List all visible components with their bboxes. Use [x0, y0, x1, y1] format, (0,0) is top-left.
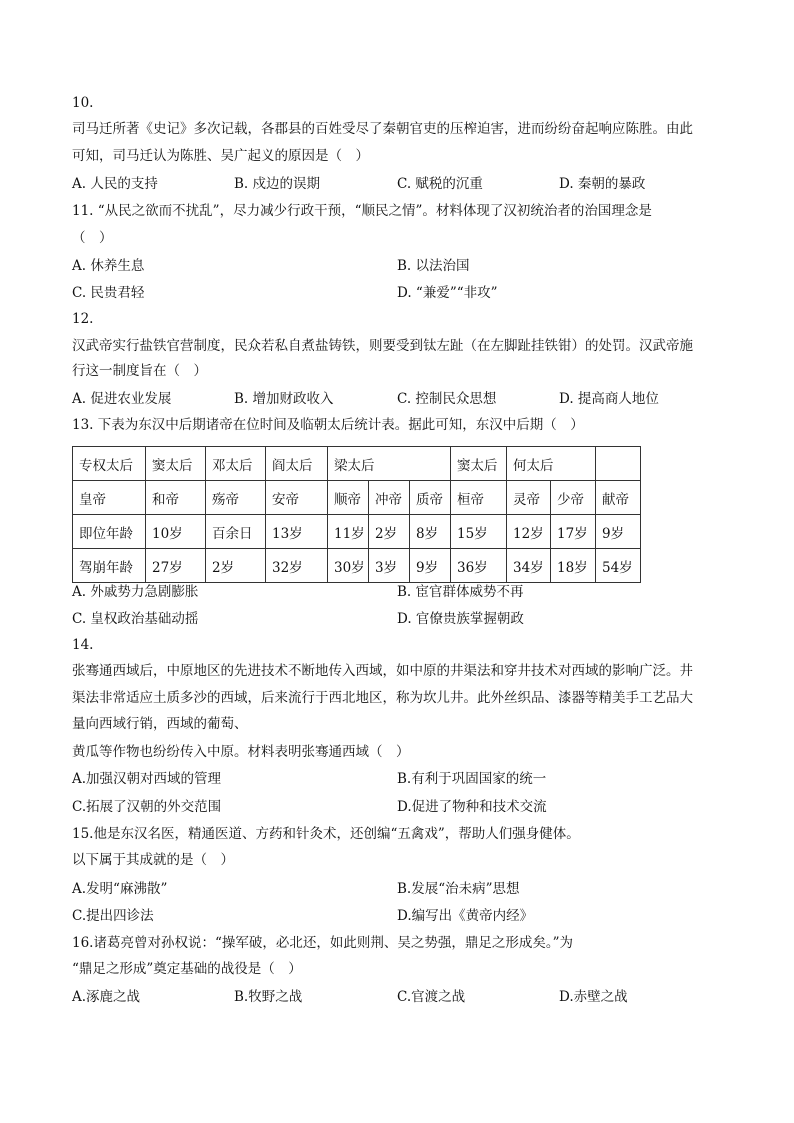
table-cell: [596, 447, 641, 481]
table-cell: 54岁: [596, 549, 641, 583]
q16-option-b: B.牧野之战: [234, 989, 303, 1005]
q10-stem-line2: 可知，司马迁认为陈胜、吴广起义的原因是（ ）: [72, 148, 369, 164]
q14-number: 14.: [72, 637, 94, 653]
q11-stem-line1: 11. “从民之欲而不扰乱”，尽力减少行政干预，“顺民之情”。材料体现了汉初统治者的治国理念是: [72, 203, 652, 219]
q10-option-d: D. 秦朝的暴政: [559, 176, 646, 192]
q13-option-a: A. 外戚势力急剧膨胀: [72, 584, 199, 600]
table-cell: 10岁: [146, 515, 206, 549]
q12-option-c: C. 控制民众思想: [397, 391, 497, 407]
q15-option-a: A.发明“麻沸散”: [72, 881, 168, 897]
table-cell: 阎太后: [266, 447, 328, 481]
table-row: [73, 481, 641, 515]
q16-stem-line1: 16.诸葛亮曾对孙权说：“操军破，必北还，如此则荆、吴之势强，鼎足之形成矣。”为: [72, 935, 574, 951]
q15-option-b: B.发展“治未病”思想: [397, 881, 520, 897]
q10-option-a: A. 人民的支持: [72, 176, 158, 192]
q16-option-c: C.官渡之战: [397, 989, 466, 1005]
table-cell: 2岁: [369, 515, 410, 549]
q15-stem-line1: 15.他是东汉名医，精通医道、方药和针灸术，还创编“五禽戏”，帮助人们强身健体。: [72, 826, 580, 842]
q16-stem-line2: “鼎足之形成”奠定基础的战役是（ ）: [72, 961, 302, 977]
q16-option-a: A.涿鹿之战: [72, 989, 141, 1005]
q11-option-c: C. 民贵君轻: [72, 285, 145, 301]
table-cell: 36岁: [451, 549, 507, 583]
q15-option-c: C.提出四诊法: [72, 908, 154, 924]
table-cell: 顺帝: [328, 481, 369, 515]
q14-stem-line2: 渠法非常适应土质多沙的西域，后来流行于西北地区，称为坎儿井。此外丝织品、漆器等精美手工艺品大: [72, 690, 693, 706]
q15-stem-line2: 以下属于其成就的是（ ）: [72, 852, 234, 868]
table-cell: 专权太后: [73, 447, 146, 481]
q12-option-a: A. 促进农业发展: [72, 391, 172, 407]
table-cell: 邓太后: [206, 447, 266, 481]
table-cell: 17岁: [551, 515, 596, 549]
q15-option-d: D.编写出《黄帝内经》: [397, 908, 534, 924]
table-cell: 殇帝: [206, 481, 266, 515]
q13-stem: 13. 下表为东汉中后期诸帝在位时间及临朝太后统计表。据此可知，东汉中后期（ ）: [72, 417, 584, 433]
table-cell: 驾崩年龄: [73, 549, 146, 583]
empress-dowager-table: [72, 446, 641, 583]
table-cell: 梁太后: [328, 447, 451, 481]
q12-option-d: D. 提高商人地位: [559, 391, 659, 407]
q10-stem-line1: 司马迁所著《史记》多次记载，各郡县的百姓受尽了秦朝官吏的压榨迫害，进而纷纷奋起响应陈胜。由此: [72, 121, 693, 137]
table-cell: 百余日: [206, 515, 266, 549]
q16-option-d: D.赤壁之战: [559, 989, 628, 1005]
q14-option-a: A.加强汉朝对西域的管理: [72, 771, 222, 787]
table-cell: 27岁: [146, 549, 206, 583]
q11-stem-line2: （ ）: [72, 230, 113, 246]
table-cell: 质帝: [410, 481, 451, 515]
table-cell: 少帝: [551, 481, 596, 515]
q12-stem-line2: 行这一制度旨在（ ）: [72, 363, 207, 379]
table-cell: 何太后: [507, 447, 596, 481]
table-cell: 冲帝: [369, 481, 410, 515]
table-cell: 12岁: [507, 515, 551, 549]
q11-option-b: B. 以法治国: [397, 258, 470, 274]
table-cell: 8岁: [410, 515, 451, 549]
q14-stem-line1: 张骞通西域后，中原地区的先进技术不断地传入西域，如中原的井渠法和穿井技术对西域的影响广泛。井: [72, 663, 693, 679]
q10-number: 10.: [72, 95, 94, 111]
table-cell: 9岁: [410, 549, 451, 583]
table-cell: 和帝: [146, 481, 206, 515]
table-cell: 桓帝: [451, 481, 507, 515]
q10-option-b: B. 戍边的误期: [234, 176, 321, 192]
table-cell: 13岁: [266, 515, 328, 549]
q12-option-b: B. 增加财政收入: [234, 391, 334, 407]
table-cell: 皇帝: [73, 481, 146, 515]
table-cell: 灵帝: [507, 481, 551, 515]
q13-option-d: D. 官僚贵族掌握朝政: [397, 611, 524, 627]
table-cell: 11岁: [328, 515, 369, 549]
table-cell: 18岁: [551, 549, 596, 583]
q14-stem-line4: 黄瓜等作物也纷纷传入中原。材料表明张骞通西域（ ）: [72, 744, 410, 760]
q12-stem-line1: 汉武帝实行盐铁官营制度，民众若私自煮盐铸铁，则要受到钛左趾（在左脚趾挂铁钳）的处罚。汉武帝施: [72, 338, 693, 354]
table-cell: 15岁: [451, 515, 507, 549]
q14-option-c: C.拓展了汉朝的外交范围: [72, 799, 222, 815]
table-cell: 3岁: [369, 549, 410, 583]
table-cell: 32岁: [266, 549, 328, 583]
q14-stem-line3: 量向西域行销，西域的葡萄、: [72, 716, 248, 732]
q14-option-d: D.促进了物种和技术交流: [397, 799, 547, 815]
table-row: [73, 447, 641, 481]
q11-option-d: D. “兼爱”“非攻”: [397, 285, 498, 301]
table-cell: 2岁: [206, 549, 266, 583]
q12-number: 12.: [72, 311, 94, 327]
table-cell: 窦太后: [451, 447, 507, 481]
q13-option-c: C. 皇权政治基础动摇: [72, 611, 199, 627]
table-cell: 34岁: [507, 549, 551, 583]
q14-option-b: B.有利于巩固国家的统一: [397, 771, 547, 787]
table-row: [73, 515, 641, 549]
table-cell: 30岁: [328, 549, 369, 583]
q11-option-a: A. 休养生息: [72, 258, 145, 274]
table-cell: 献帝: [596, 481, 641, 515]
table-row: [73, 549, 641, 583]
q10-option-c: C. 赋税的沉重: [397, 176, 483, 192]
table-cell: 安帝: [266, 481, 328, 515]
table-cell: 即位年龄: [73, 515, 146, 549]
table-cell: 窦太后: [146, 447, 206, 481]
q13-option-b: B. 宦官群体威势不再: [397, 584, 524, 600]
table-cell: 9岁: [596, 515, 641, 549]
